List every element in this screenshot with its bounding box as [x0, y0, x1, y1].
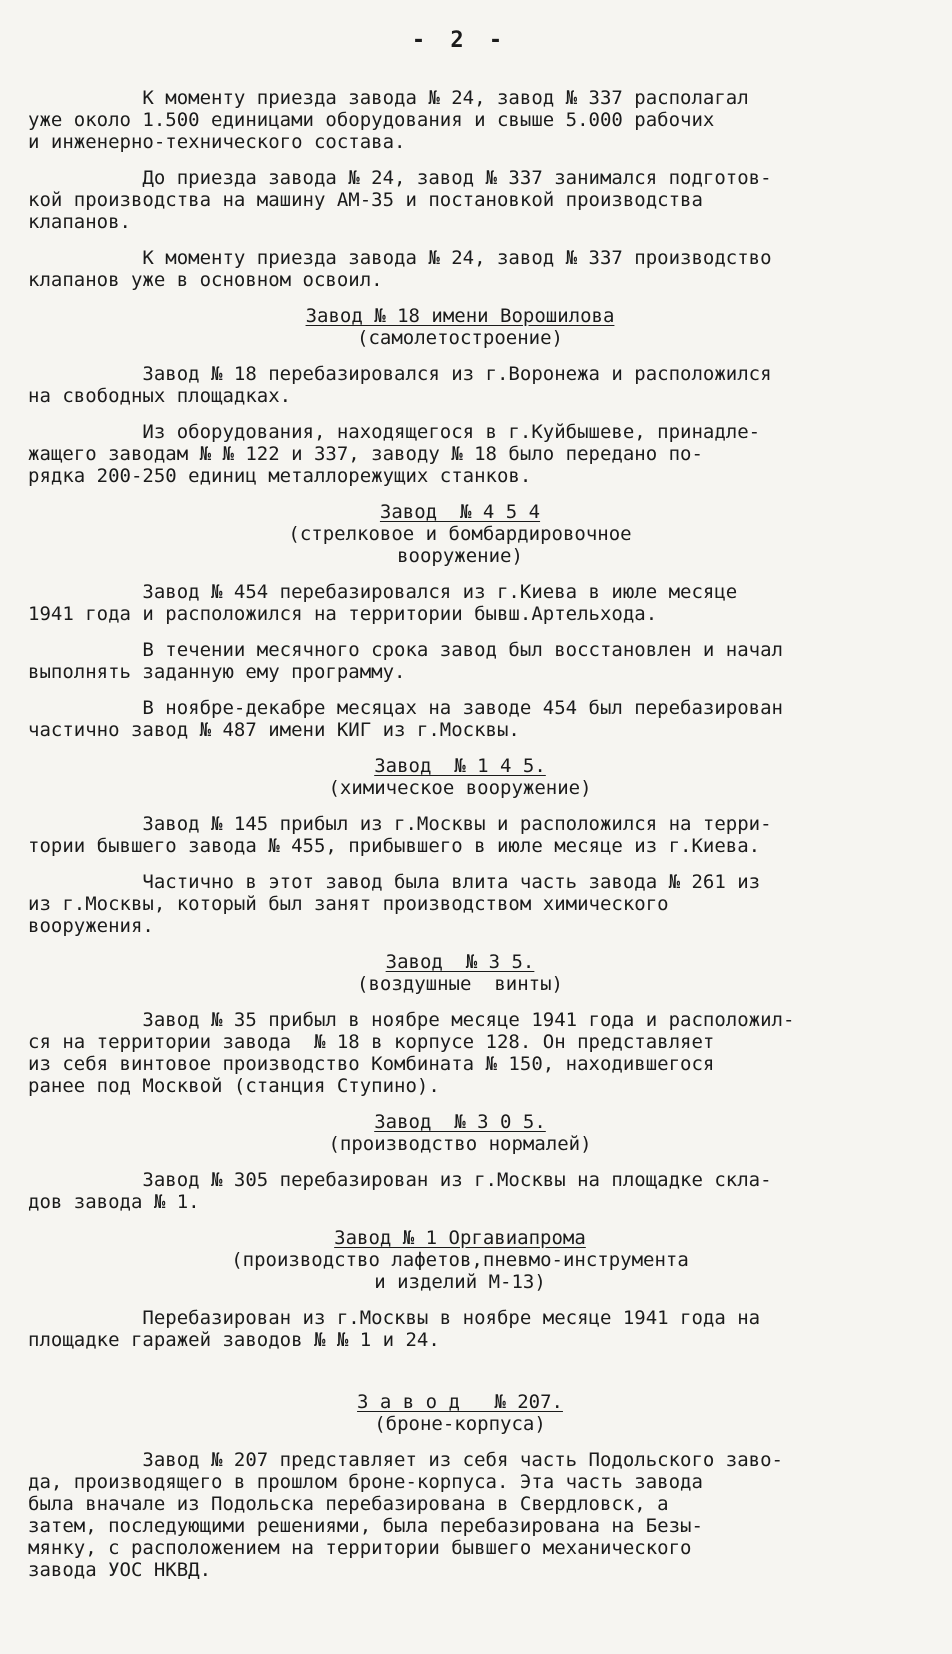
section-title: Завод № 3 5.: [385, 951, 535, 973]
section-heading: [28, 1227, 892, 1293]
section-subtitle: и изделий М-13): [374, 1271, 546, 1293]
section-title: Завод № 3 0 5.: [374, 1111, 546, 1133]
text-line: ся на территории завода № 18 в корпусе 128. Он представляет: [28, 1031, 715, 1053]
section-title: З а в о д № 207.: [357, 1391, 563, 1413]
section-subtitle: (производство лафетов,пневмо-инструмента: [231, 1249, 689, 1271]
text-line: на свободных площадках.: [28, 385, 292, 407]
section-subtitle: (броне-корпуса): [374, 1413, 546, 1435]
text-line: Частично в этот завод была влита часть завода № 261 из: [28, 871, 761, 893]
section-heading: [28, 951, 892, 995]
text-line: кой производства на машину АМ-35 и постановкой производства: [28, 189, 703, 211]
section-title: Завод № 1 Оргавиапрома: [334, 1227, 586, 1249]
text-line: была вначале из Подольска перебазирована в Свердловск, а: [28, 1493, 669, 1515]
section-title: Завод № 1 4 5.: [374, 755, 546, 777]
text-line: выполнять заданную ему программу.: [28, 661, 406, 683]
text-line: Из оборудования, находящегося в г.Куйбышеве, принадле-: [28, 421, 761, 443]
text-line: тории бывшего завода № 455, прибывшего в июле месяце из г.Киева.: [28, 835, 761, 857]
section-heading: [28, 305, 892, 349]
paragraph: [28, 1307, 892, 1351]
text-line: и инженерно-технического состава.: [28, 131, 406, 153]
text-line: К моменту приезда завода № 24, завод № 337 производство: [28, 247, 772, 269]
paragraph: [28, 871, 892, 937]
text-line: Завод № 207 представляет из себя часть Подольского заво-: [28, 1449, 783, 1471]
paragraph: [28, 363, 892, 407]
page-number: - 2 -: [411, 28, 509, 53]
section-subtitle: (воздушные винты): [357, 973, 563, 995]
text-line: клапанов.: [28, 211, 131, 233]
paragraph: [28, 697, 892, 741]
text-line: да, производящего в прошлом броне-корпуса. Эта часть завода: [28, 1471, 703, 1493]
section-heading: [28, 1391, 892, 1435]
text-line: Завод № 18 перебазировался из г.Воронежа и расположился: [28, 363, 772, 385]
text-line: ранее под Москвой (станция Ступино).: [28, 1075, 440, 1097]
text-line: Завод № 454 перебазировался из г.Киева в июле месяце: [28, 581, 738, 603]
section-heading: [28, 501, 892, 567]
document-body: [28, 87, 892, 1581]
text-line: вооружения.: [28, 915, 154, 937]
section-subtitle: (химическое вооружение): [328, 777, 592, 799]
text-line: жащего заводам № № 122 и 337, заводу № 18 было передано по-: [28, 443, 703, 465]
paragraph: [28, 1449, 892, 1581]
section-subtitle: (производство нормалей): [328, 1133, 592, 1155]
text-line: Завод № 305 перебазирован из г.Москвы на площадке скла-: [28, 1169, 772, 1191]
section-subtitle: вооружение): [397, 545, 523, 567]
section-subtitle: (стрелковое и бомбардировочное: [288, 523, 632, 545]
text-line: Перебазирован из г.Москвы в ноябре месяце 1941 года на: [28, 1307, 761, 1329]
text-line: из себя винтовое производство Комбината № 150, находившегося: [28, 1053, 715, 1075]
text-line: До приезда завода № 24, завод № 337 занимался подготов-: [28, 167, 772, 189]
paragraph: [28, 639, 892, 683]
section-heading: [28, 1111, 892, 1155]
paragraph: [28, 1009, 892, 1097]
text-line: завода УОС НКВД.: [28, 1559, 212, 1581]
text-line: 1941 года и расположился на территории бывш.Артельхода.: [28, 603, 658, 625]
paragraph: [28, 247, 892, 291]
paragraph: [28, 1169, 892, 1213]
text-line: Завод № 35 прибыл в ноябре месяце 1941 года и расположил-: [28, 1009, 795, 1031]
text-line: частично завод № 487 имени КИГ из г.Москвы.: [28, 719, 520, 741]
section-title: Завод № 18 имени Ворошилова: [305, 305, 615, 327]
text-line: К моменту приезда завода № 24, завод № 337 располагал: [28, 87, 749, 109]
text-line: Завод № 145 прибыл из г.Москвы и расположился на терри-: [28, 813, 772, 835]
section-subtitle: (самолетостроение): [357, 327, 563, 349]
text-line: затем, последующими решениями, была перебазирована на Безы-: [28, 1515, 703, 1537]
paragraph: [28, 581, 892, 625]
text-line: из г.Москвы, который был занят производством химического: [28, 893, 669, 915]
text-line: рядка 200-250 единиц металлорежущих станков.: [28, 465, 532, 487]
text-line: уже около 1.500 единицами оборудования и свыше 5.000 рабочих: [28, 109, 715, 131]
section-gap: [28, 1365, 892, 1391]
text-line: В течении месячного срока завод был восстановлен и начал: [28, 639, 783, 661]
text-line: клапанов уже в основном освоил.: [28, 269, 383, 291]
section-title: Завод № 4 5 4: [379, 501, 541, 523]
text-line: В ноябре-декабре месяцах на заводе 454 был перебазирован: [28, 697, 783, 719]
paragraph: [28, 813, 892, 857]
text-line: дов завода № 1.: [28, 1191, 200, 1213]
text-line: мянку, с расположением на территории бывшего механического: [28, 1537, 692, 1559]
paragraph: [28, 87, 892, 153]
paragraph: [28, 421, 892, 487]
paragraph: [28, 167, 892, 233]
section-heading: [28, 755, 892, 799]
text-line: площадке гаражей заводов № № 1 и 24.: [28, 1329, 440, 1351]
